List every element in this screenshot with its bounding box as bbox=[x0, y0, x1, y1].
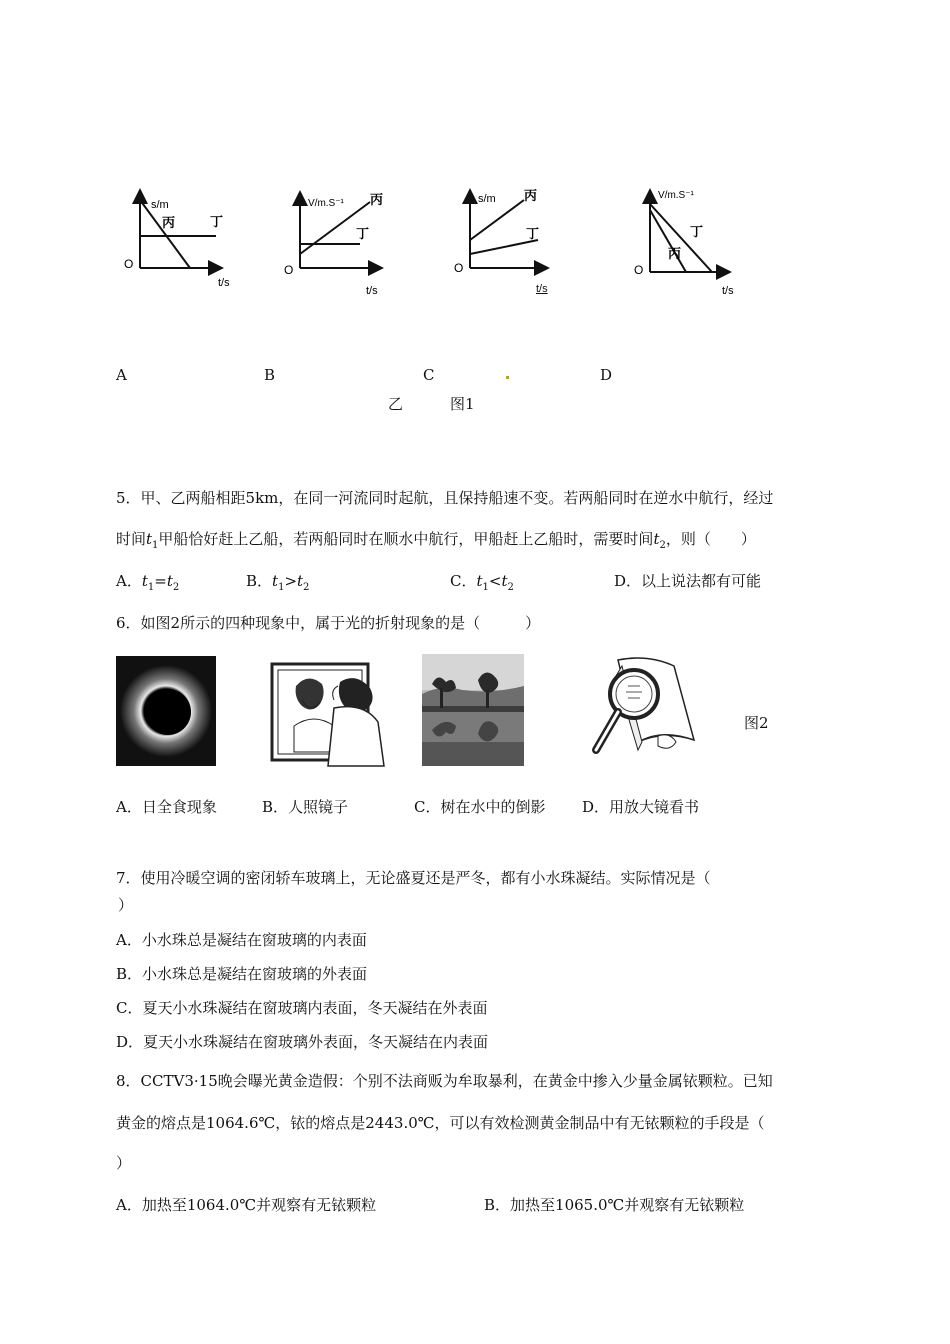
graph-b bbox=[278, 186, 408, 298]
q5-option-b: B．$t_1>t_2$ bbox=[246, 572, 310, 593]
figure1-caption-left: 乙 bbox=[388, 395, 404, 413]
svg-text:s/m: s/m bbox=[478, 193, 496, 205]
graph-label-d: D bbox=[600, 366, 613, 384]
q8-line3: ） bbox=[116, 1154, 132, 1172]
figure2-caption: 图2 bbox=[744, 714, 769, 732]
q6-option-a: A．日全食现象 bbox=[116, 798, 217, 816]
q5-line2: 时间$t_1$甲船恰好赶上乙船，若两船同时在顺水中航行，甲船赶上乙船时，需要时间$t_2$，则（ ） bbox=[116, 530, 756, 551]
q8-line2: 黄金的熔点是1064.6℃，铱的熔点是2443.0℃，可以有效检测黄金制品中有无铱颗粒的手段是（ bbox=[116, 1114, 765, 1132]
q5-option-a: A．$t_1=t_2$ bbox=[116, 572, 180, 593]
q7-option-c: C．夏天小水珠凝结在窗玻璃内表面，冬天凝结在外表面 bbox=[116, 999, 488, 1017]
svg-text:丁: 丁 bbox=[356, 226, 370, 241]
svg-text:丙: 丙 bbox=[370, 192, 384, 207]
q7-option-a: A．小水珠总是凝结在窗玻璃的内表面 bbox=[116, 931, 367, 949]
svg-text:O: O bbox=[124, 257, 134, 271]
svg-text:t/s: t/s bbox=[536, 283, 548, 294]
svg-text:丙: 丙 bbox=[162, 215, 176, 230]
svg-text:丁: 丁 bbox=[210, 214, 224, 229]
q7-option-b: B．小水珠总是凝结在窗玻璃的外表面 bbox=[116, 965, 368, 983]
graph-label-a: A bbox=[116, 366, 127, 384]
q8-option-b: B．加热至1065.0℃并观察有无铱颗粒 bbox=[484, 1196, 745, 1214]
q6-option-b: B．人照镜子 bbox=[262, 798, 349, 816]
eclipse-image bbox=[116, 656, 216, 766]
graph-c bbox=[448, 182, 578, 294]
graph-d bbox=[628, 180, 758, 296]
graph-label-b: B bbox=[264, 366, 276, 384]
svg-text:t/s: t/s bbox=[218, 277, 230, 289]
q5-line1: 5．甲、乙两船相距5km，在同一河流同时起航，且保持船速不变。若两船同时在逆水中航行，经过 bbox=[116, 489, 774, 507]
q6-option-c: C．树在水中的倒影 bbox=[414, 798, 546, 816]
svg-text:t/s: t/s bbox=[722, 285, 734, 296]
q6-option-d: D．用放大镜看书 bbox=[582, 798, 700, 816]
svg-text:O: O bbox=[634, 263, 644, 277]
svg-text:丁: 丁 bbox=[526, 226, 540, 241]
svg-text:O: O bbox=[454, 261, 464, 275]
graph-a bbox=[118, 180, 248, 290]
mirror-image bbox=[268, 656, 392, 768]
svg-text:O: O bbox=[284, 263, 294, 277]
q5-option-c: C．$t_1<t_2$ bbox=[450, 572, 514, 593]
axis-label-y: s/m bbox=[151, 199, 169, 211]
svg-text:丁: 丁 bbox=[690, 224, 704, 239]
magnifier-image bbox=[578, 652, 700, 768]
q8-option-a: A．加热至1064.0℃并观察有无铱颗粒 bbox=[116, 1196, 377, 1214]
svg-text:丙: 丙 bbox=[668, 246, 682, 261]
svg-text:V/m.S⁻¹: V/m.S⁻¹ bbox=[658, 190, 694, 201]
graph-label-c: C bbox=[423, 366, 435, 384]
q5-option-d: D．以上说法都有可能 bbox=[614, 572, 762, 590]
svg-text:t/s: t/s bbox=[366, 285, 378, 297]
reflection-image bbox=[422, 654, 524, 766]
q6-stem: 6．如图2所示的四种现象中，属于光的折射现象的是（ ） bbox=[116, 614, 541, 632]
q7-option-d: D．夏天小水珠凝结在窗玻璃外表面，冬天凝结在内表面 bbox=[116, 1033, 489, 1051]
figure1-caption: 图1 bbox=[450, 395, 475, 413]
svg-text:V/m.S⁻¹: V/m.S⁻¹ bbox=[308, 198, 344, 209]
svg-text:丙: 丙 bbox=[524, 188, 538, 203]
q7-stem-line2: ） bbox=[118, 896, 134, 914]
q8-line1: 8．CCTV3·15晚会曝光黄金造假：个别不法商贩为牟取暴利，在黄金中掺入少量金属铱颗粒。已知 bbox=[116, 1072, 773, 1090]
q7-stem-line1: 7．使用冷暖空调的密闭轿车玻璃上，无论盛夏还是严冬，都有小水珠凝结。实际情况是（ bbox=[116, 869, 711, 887]
stray-dot bbox=[506, 376, 509, 379]
